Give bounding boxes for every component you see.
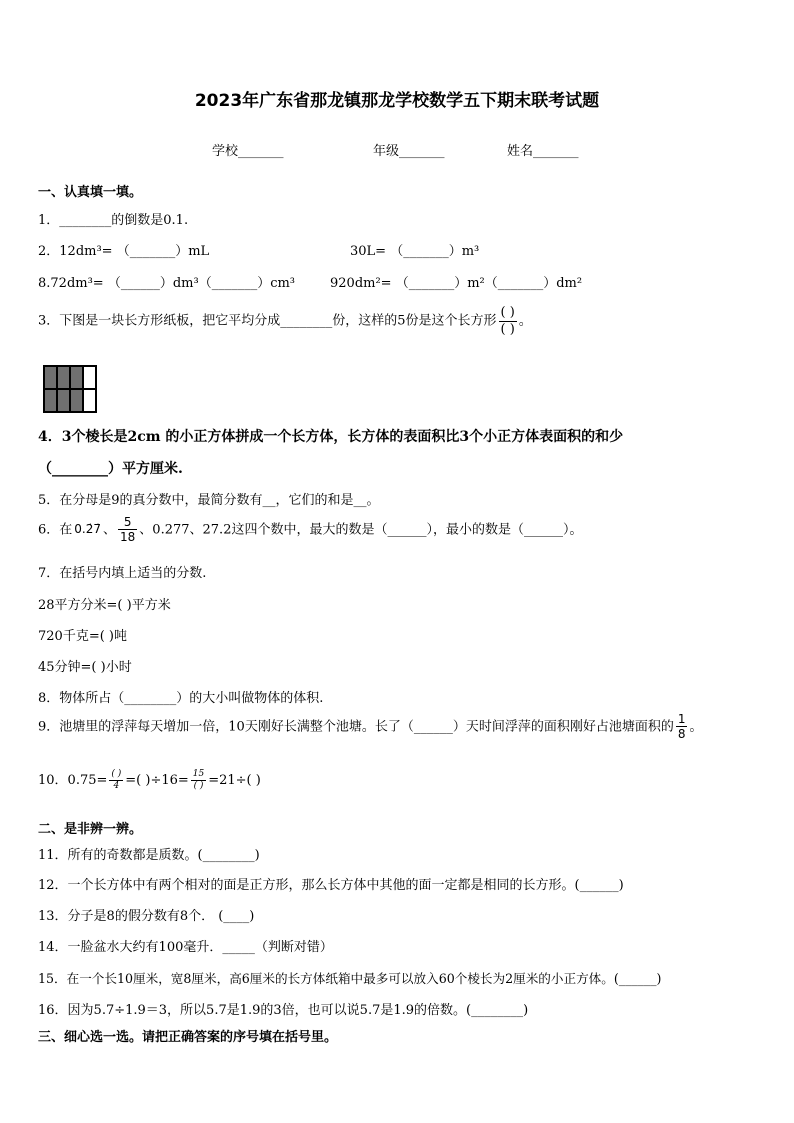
question-11: 11．所有的奇数都是质数。(________) bbox=[38, 848, 260, 863]
question-2-a: 2．12dm³= （_______）mL bbox=[38, 244, 210, 259]
name-field[interactable]: 姓名_______ bbox=[507, 144, 579, 159]
question-7: 7．在括号内填上适当的分数. bbox=[38, 566, 207, 581]
section-3-heading: 三、细心选一选。请把正确答案的序号填在括号里。 bbox=[38, 1030, 338, 1045]
section-2-heading: 二、是非辨一辨。 bbox=[38, 822, 143, 837]
fraction-denominator: 18 bbox=[120, 530, 136, 545]
question-14: 14．一脸盆水大约有100毫升．_____（判断对错） bbox=[38, 940, 333, 955]
repeating-decimal: 0.2̇7̇ bbox=[74, 522, 101, 537]
page-title: 2023年广东省那龙镇那龙学校数学五下期末联考试题 bbox=[194, 91, 600, 111]
fraction-numerator: 5 bbox=[118, 515, 137, 530]
grade-field[interactable]: 年级_______ bbox=[373, 144, 445, 159]
question-16: 16．因为5.7÷1.9＝3，所以5.7是1.9的3倍，也可以说5.7是1.9的倍数。(________) bbox=[38, 1003, 529, 1018]
grid-cell bbox=[70, 366, 83, 389]
grid-cell bbox=[44, 366, 57, 389]
question-6-text: 、0.277、27.2这四个数中，最大的数是（______），最小的数是（______）。 bbox=[139, 522, 583, 538]
question-9 bbox=[38, 712, 702, 742]
fraction-denominator: ( ) bbox=[500, 321, 515, 337]
grid-cell bbox=[44, 389, 57, 412]
question-7-a: 28平方分米=( )平方米 bbox=[38, 598, 171, 613]
grid-cell bbox=[57, 389, 70, 412]
question-10-fraction-2 bbox=[191, 769, 206, 792]
question-3-text: 3．下图是一块长方形纸板，把它平均分成________份，这样的5份是这个长方形 bbox=[38, 313, 497, 329]
question-3-end: 。 bbox=[518, 313, 532, 329]
question-9-end: 。 bbox=[689, 719, 703, 735]
question-10-fraction-1 bbox=[109, 769, 123, 792]
fraction-numerator: 15 bbox=[192, 769, 205, 780]
question-10-end: =21÷( ) bbox=[208, 773, 261, 788]
fraction-denominator: 4 bbox=[113, 781, 120, 791]
question-3 bbox=[38, 305, 532, 337]
question-8: 8．物体所占（________）的大小叫做物体的体积. bbox=[38, 691, 324, 706]
question-13: 13．分子是8的假分数有8个． (____) bbox=[38, 909, 255, 924]
section-1-heading: 一、认真填一填。 bbox=[38, 185, 143, 200]
question-6-fraction bbox=[118, 515, 137, 545]
question-10 bbox=[38, 769, 261, 792]
question-3-fraction bbox=[499, 305, 517, 337]
fraction-numerator: ( ) bbox=[500, 305, 515, 320]
grid-cell bbox=[70, 389, 83, 412]
grid-cell bbox=[83, 366, 96, 389]
fraction-denominator: 8 bbox=[677, 727, 686, 742]
rectangle-figure bbox=[43, 365, 97, 413]
question-7-c: 45分钟=( )小时 bbox=[38, 660, 132, 675]
question-9-text: 9．池塘里的浮萍每天增加一倍，10天刚好长满整个池塘。长了（______）天时间浮萍的面积刚好占池塘面积的 bbox=[38, 719, 674, 735]
grid-cell bbox=[83, 389, 96, 412]
question-10-middle: =( )÷16= bbox=[125, 773, 189, 788]
question-2-d: 920dm²= （_______）m²（_______）dm² bbox=[330, 276, 583, 291]
question-7-b: 720千克=( )吨 bbox=[38, 629, 127, 644]
question-6: 6．在 0.2̇7̇ 、 $\frac{5}{18}$ 、0.277、27.2这四个数中，最大的数是（______），最小的数是（______）。 bbox=[38, 515, 583, 545]
fraction-numerator: 1 bbox=[677, 712, 686, 726]
question-6-prefix: 6．在 bbox=[38, 522, 73, 538]
question-4-line-1: 4．3个棱长是2cm 的小正方体拼成一个长方体，长方体的表面积比3个小正方体表面积的和少 bbox=[38, 429, 624, 445]
fraction-numerator: ( ) bbox=[111, 769, 122, 780]
question-2-c: 8.72dm³= （______）dm³（_______）cm³ bbox=[38, 276, 296, 291]
question-2-b: 30L= （_______）m³ bbox=[350, 244, 480, 259]
grid-cell bbox=[57, 366, 70, 389]
question-4-line-2: （________）平方厘米. bbox=[38, 461, 183, 477]
school-field[interactable]: 学校_______ bbox=[212, 144, 284, 159]
question-5: 5．在分母是9的真分数中，最简分数有__，它们的和是__。 bbox=[38, 493, 380, 508]
question-1: 1．________的倒数是0.1. bbox=[38, 213, 189, 228]
question-10-prefix: 10．0.75= bbox=[38, 773, 108, 788]
question-15: 15．在一个长10厘米，宽8厘米，高6厘米的长方体纸箱中最多可以放入60个棱长为2厘米的小正方体。(______) bbox=[38, 971, 662, 986]
question-9-fraction bbox=[676, 712, 688, 742]
question-12: 12．一个长方体中有两个相对的面是正方形，那么长方体中其他的面一定都是相同的长方形。(______) bbox=[38, 878, 624, 893]
fraction-denominator: ( ) bbox=[193, 781, 204, 791]
